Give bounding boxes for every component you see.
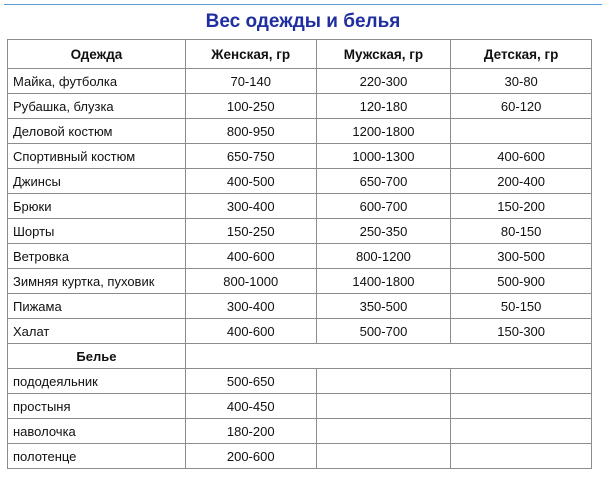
linen-weight: 200-600 [185,444,316,469]
item-name: Деловой костюм [8,119,186,144]
table-row [8,69,592,94]
men-weight: 650-700 [316,169,451,194]
header-clothing: Одежда [8,40,186,69]
linen-item-name: пододеяльник [8,369,186,394]
item-name: Халат [8,319,186,344]
table-row [8,319,592,344]
men-weight: 800-1200 [316,244,451,269]
empty-cell [316,444,451,469]
table-row [8,444,592,469]
linen-item-name: простыня [8,394,186,419]
linen-item-name: наволочка [8,419,186,444]
women-weight: 650-750 [185,144,316,169]
kids-weight: 300-500 [451,244,592,269]
weight-table [7,39,592,469]
item-name: Спортивный костюм [8,144,186,169]
empty-cell [316,419,451,444]
linen-section-row [8,344,592,369]
header-kids: Детская, гр [451,40,592,69]
kids-weight: 80-150 [451,219,592,244]
empty-cell [451,369,592,394]
women-weight: 150-250 [185,219,316,244]
empty-cell [451,444,592,469]
men-weight: 600-700 [316,194,451,219]
kids-weight: 50-150 [451,294,592,319]
men-weight: 120-180 [316,94,451,119]
men-weight: 250-350 [316,219,451,244]
header-men: Мужская, гр [316,40,451,69]
men-weight: 220-300 [316,69,451,94]
linen-section-header: Белье [8,344,186,369]
table-row [8,369,592,394]
kids-weight: 500-900 [451,269,592,294]
item-name: Ветровка [8,244,186,269]
linen-weight: 500-650 [185,369,316,394]
item-name: Шорты [8,219,186,244]
kids-weight: 200-400 [451,169,592,194]
table-row [8,394,592,419]
women-weight: 800-1000 [185,269,316,294]
linen-rows [8,344,592,469]
item-name: Пижама [8,294,186,319]
women-weight: 400-600 [185,319,316,344]
empty-cell [451,419,592,444]
men-weight: 1400-1800 [316,269,451,294]
clothes-rows [8,69,592,344]
kids-weight: 150-300 [451,319,592,344]
women-weight: 300-400 [185,194,316,219]
kids-weight: 400-600 [451,144,592,169]
women-weight: 300-400 [185,294,316,319]
item-name: Брюки [8,194,186,219]
men-weight: 500-700 [316,319,451,344]
empty-cell [316,369,451,394]
table-row [8,144,592,169]
item-name: Зимняя куртка, пуховик [8,269,186,294]
men-weight: 1000-1300 [316,144,451,169]
table-row [8,94,592,119]
page-title: Вес одежды и белья [205,11,401,32]
table-row [8,219,592,244]
top-divider [4,4,602,5]
table-row [8,244,592,269]
women-weight: 400-600 [185,244,316,269]
table-row [8,269,592,294]
linen-item-name: полотенце [8,444,186,469]
kids-weight: 60-120 [451,94,592,119]
empty-cell [451,394,592,419]
table-row [8,194,592,219]
item-name: Майка, футболка [8,69,186,94]
kids-weight [451,119,592,144]
kids-weight: 150-200 [451,194,592,219]
men-weight: 1200-1800 [316,119,451,144]
women-weight: 70-140 [185,69,316,94]
table-row [8,419,592,444]
table-row [8,169,592,194]
item-name: Джинсы [8,169,186,194]
linen-weight: 400-450 [185,394,316,419]
men-weight: 350-500 [316,294,451,319]
header-women: Женская, гр [185,40,316,69]
table-header-row [8,40,592,69]
women-weight: 400-500 [185,169,316,194]
kids-weight: 30-80 [451,69,592,94]
women-weight: 800-950 [185,119,316,144]
linen-weight: 180-200 [185,419,316,444]
table-row [8,119,592,144]
women-weight: 100-250 [185,94,316,119]
table-row [8,294,592,319]
linen-section-spacer [185,344,591,369]
item-name: Рубашка, блузка [8,94,186,119]
empty-cell [316,394,451,419]
